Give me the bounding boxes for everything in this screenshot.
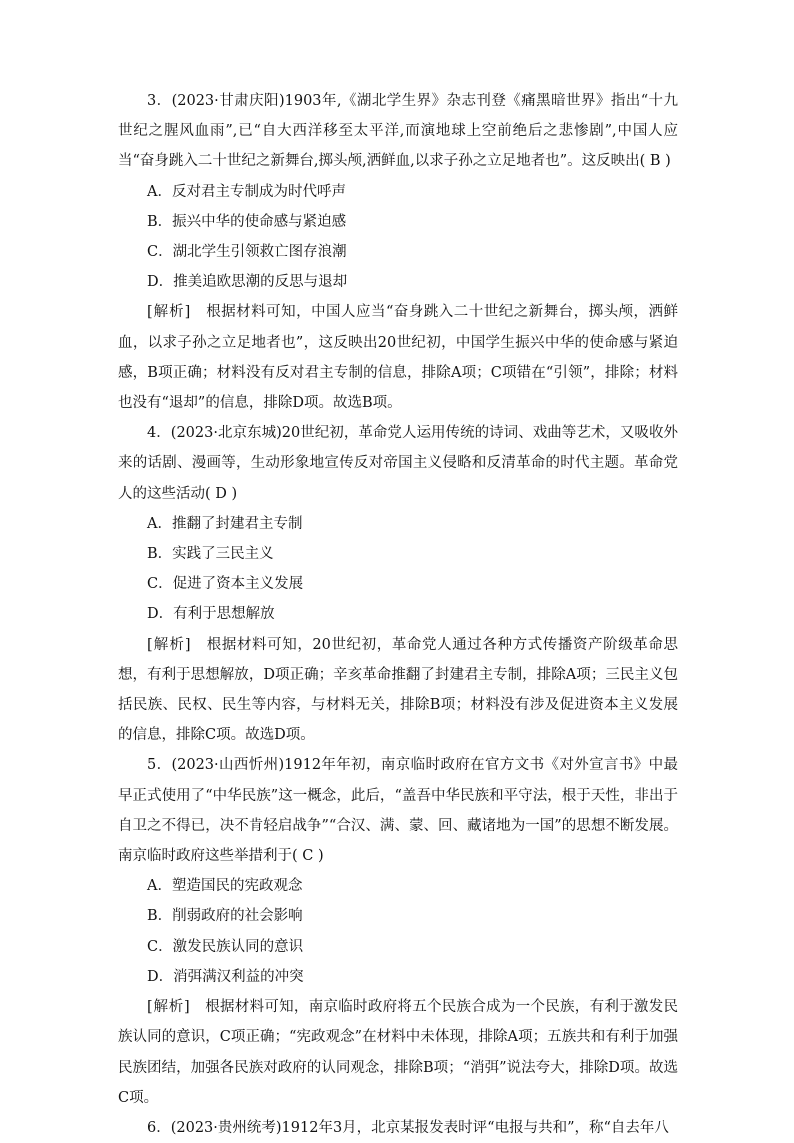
question-4-analysis	[118, 630, 678, 751]
question-5-option-c: C．激发民族认同的意识	[147, 938, 304, 955]
question-3-stem: 3．(2023·甘肃庆阳)1903年,《湖北学生界》杂志刊登《痛黑暗世界》指出“十九世纪之腥风血雨”,已“自大西洋移至太平洋,而演地球上空前绝后之悲惨剧”,中国人应当“奋身跳入二十世纪之新舞台,掷头颅,洒鲜血,以求子孙之立足地者也”。这反映出( B )	[118, 93, 678, 170]
question-5-option-b: B．削弱政府的社会影响	[147, 908, 303, 925]
question-3-option-d: D．推美追欧思潮的反思与退却	[147, 274, 348, 291]
question-4-option-a: A．推翻了封建君主专制	[147, 515, 303, 532]
question-3-option-b: B．振兴中华的使命感与紧迫感	[147, 213, 347, 230]
analysis-text: 根据材料可知，南京临时政府将五个民族合成为一个民族，有利于激发民族认同的意识，C项正确；“宪政观念”在材料中未体现，排除A项；五族共和有利于加强民族团结，加强各民族对政府的认同观念，排除B项；“消弭”说法夸大，排除D项。故选C项。	[118, 999, 678, 1106]
question-4-stem: 4．(2023·北京东城)20世纪初，革命党人运用传统的诗词、戏曲等艺术，又吸收外来的话剧、漫画等，生动形象地宣传反对帝国主义侵略和反清革命的时代主题。革命党人的这些活动( D )	[118, 425, 678, 502]
question-4-option-c: C．促进了资本主义发展	[147, 576, 304, 593]
analysis-text: 根据材料可知，20世纪初，革命党人通过各种方式传播资产阶级革命思想，有利于思想解放，D项正确；辛亥革命推翻了封建君主专制，排除A项；三民主义包括民族、民权、民生等内容，与材料无关，排除B项；材料没有涉及促进资本主义发展的信息，排除C项。故选D项。	[118, 636, 678, 744]
analysis-tag: [解析]	[147, 636, 192, 653]
question-4-option-b: B．实践了三民主义	[147, 546, 274, 563]
question-5-analysis	[118, 992, 678, 1113]
question-4-option-d: D．有利于思想解放	[147, 606, 275, 623]
analysis-tag: [解析]	[147, 999, 191, 1016]
question-5-option-a: A．塑造国民的宪政观念	[147, 878, 303, 895]
question-5-option-d: D．消弭满汉利益的冲突	[147, 968, 304, 985]
question-3-option-a: A．反对君主专制成为时代呼声	[147, 183, 346, 200]
analysis-tag: [解析]	[147, 304, 191, 321]
document-page	[118, 86, 678, 1143]
analysis-text: 根据材料可知，中国人应当“奋身跳入二十世纪之新舞台，掷头颅，洒鲜血，以求子孙之立足地者也”，这反映出20世纪初，中国学生振兴中华的使命感与紧迫感，B项正确；材料没有反对君主专制的信息，排除A项；C项错在“引领”，排除；材料也没有“退却”的信息，排除D项。故选B项。	[118, 304, 678, 412]
question-3-analysis	[118, 297, 678, 418]
question-3-option-c: C．湖北学生引领救亡图存浪潮	[147, 244, 347, 261]
question-5-stem: 5．(2023·山西忻州)1912年年初，南京临时政府在官方文书《对外宣言书》中最早正式使用了“中华民族”这一概念，此后，“盖吾中华民族和平守法，根于天性，非出于自卫之不得已，决不肯轻启战争”“合汉、满、蒙、回、藏诸地为一国”的思想不断发展。南京临时政府这些举措利于( C )	[118, 757, 678, 865]
question-6-stem: 6．(2023·贵州统考)1912年3月，北京某报发表时评“电报与共和”，称“自去年八	[147, 1119, 669, 1136]
